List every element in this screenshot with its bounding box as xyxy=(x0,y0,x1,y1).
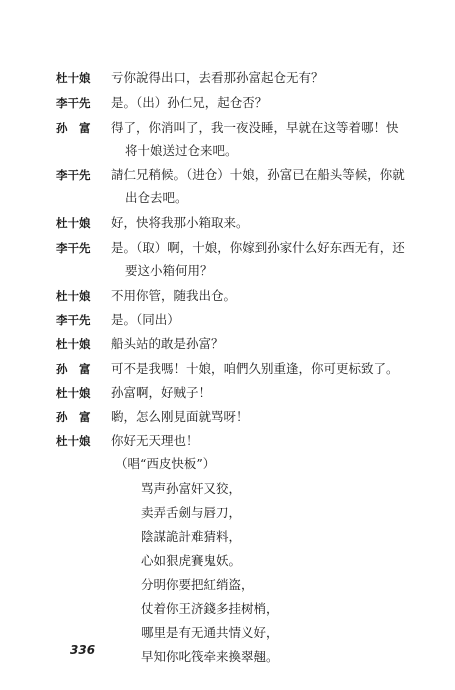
dialogue-text: 請仁兄稍候。（进仓）十娘，孙富已在船头等候，你就 xyxy=(111,167,405,182)
verse-text: 心如狠虎賽鬼妖。 xyxy=(141,553,242,568)
speaker-label: 李干先 xyxy=(56,241,91,255)
verse-line xyxy=(0,645,455,669)
dialogue-text: 喲，怎么刚見面就骂呀！ xyxy=(111,409,249,424)
dialogue-text: 是。（取）啊，十娘，你嫁到孙家什么好东西无有，还 xyxy=(111,240,405,255)
dialogue-line xyxy=(0,211,455,235)
dialogue-line xyxy=(0,405,455,429)
speaker-label: 杜十娘 xyxy=(56,386,91,400)
song-heading-text: （唱“西皮快板”） xyxy=(115,456,216,471)
dialogue-line xyxy=(0,116,455,140)
dialogue-text: 可不是我嗎！十娘，咱們久别重逢，你可更标致了。 xyxy=(111,361,399,376)
dialogue-line xyxy=(0,357,455,381)
verse-text: 陰謀詭計难猜料， xyxy=(141,529,242,544)
speaker-label: 李干先 xyxy=(56,96,91,110)
dialogue-continuation xyxy=(0,139,455,163)
speaker-label: 孙 富 xyxy=(56,362,91,376)
verse-line xyxy=(0,549,455,573)
verse-line xyxy=(0,621,455,645)
verse-line xyxy=(0,477,455,501)
dialogue-text: 是。（出）孙仁兄，起仓否？ xyxy=(111,95,268,110)
verse-text: 早知你叱筏牵来換翠翹。 xyxy=(141,649,279,664)
dialogue-continuation xyxy=(0,186,455,210)
dialogue-text: 你好无天理也！ xyxy=(111,433,199,448)
speaker-label: 杜十娘 xyxy=(56,337,91,351)
dialogue-text: 得了，你消叫了，我一夜没睡，早就在这等着哪！快 xyxy=(111,120,399,135)
verse-line xyxy=(0,501,455,525)
speaker-label: 杜十娘 xyxy=(56,71,91,85)
verse-text: 哪里是有无通共情义好， xyxy=(141,625,279,640)
dialogue-line xyxy=(0,236,455,260)
dialogue-text: 好，快将我那小箱取来。 xyxy=(111,215,249,230)
dialogue-text: 孙富啊，好贼子！ xyxy=(111,385,212,400)
dialogue-text: 亏你說得出口，去看那孙富起仓无有？ xyxy=(111,70,324,85)
dialogue-continuation xyxy=(0,259,455,283)
speaker-label: 李干先 xyxy=(56,313,91,327)
dialogue-line xyxy=(0,429,455,453)
dialogue-line xyxy=(0,163,455,187)
dialogue-line xyxy=(0,66,455,90)
speaker-label: 杜十娘 xyxy=(56,289,91,303)
speaker-label: 孙 富 xyxy=(56,410,91,424)
verse-text: 骂声孙富奸又狡， xyxy=(141,481,242,496)
verse-line xyxy=(0,573,455,597)
dialogue-line xyxy=(0,91,455,115)
dialogue-line xyxy=(0,332,455,356)
song-heading xyxy=(0,452,455,476)
dialogue-text: 不用你管，随我出仓。 xyxy=(111,288,237,303)
dialogue-text: 要这小箱何用？ xyxy=(125,263,213,278)
dialogue-line xyxy=(0,284,455,308)
dialogue-text: 将十娘送过仓来吧。 xyxy=(125,143,238,158)
speaker-label: 李干先 xyxy=(56,168,91,182)
speaker-label: 杜十娘 xyxy=(56,216,91,230)
verse-line xyxy=(0,597,455,621)
speaker-label: 杜十娘 xyxy=(56,434,91,448)
verse-text: 仗着你王济錢多挂树梢， xyxy=(141,601,279,616)
dialogue-text: 出仓去吧。 xyxy=(125,190,188,205)
verse-text: 卖弄舌劍与唇刀， xyxy=(141,505,242,520)
dialogue-line xyxy=(0,308,455,332)
dialogue-text: 是。（同出） xyxy=(111,312,180,327)
page-number: 336 xyxy=(70,643,96,657)
verse-line xyxy=(0,525,455,549)
speaker-label: 孙 富 xyxy=(56,121,91,135)
dialogue-line xyxy=(0,381,455,405)
verse-text: 分明你要把紅绡盗， xyxy=(141,577,254,592)
dialogue-text: 船头站的敢是孙富？ xyxy=(111,336,224,351)
